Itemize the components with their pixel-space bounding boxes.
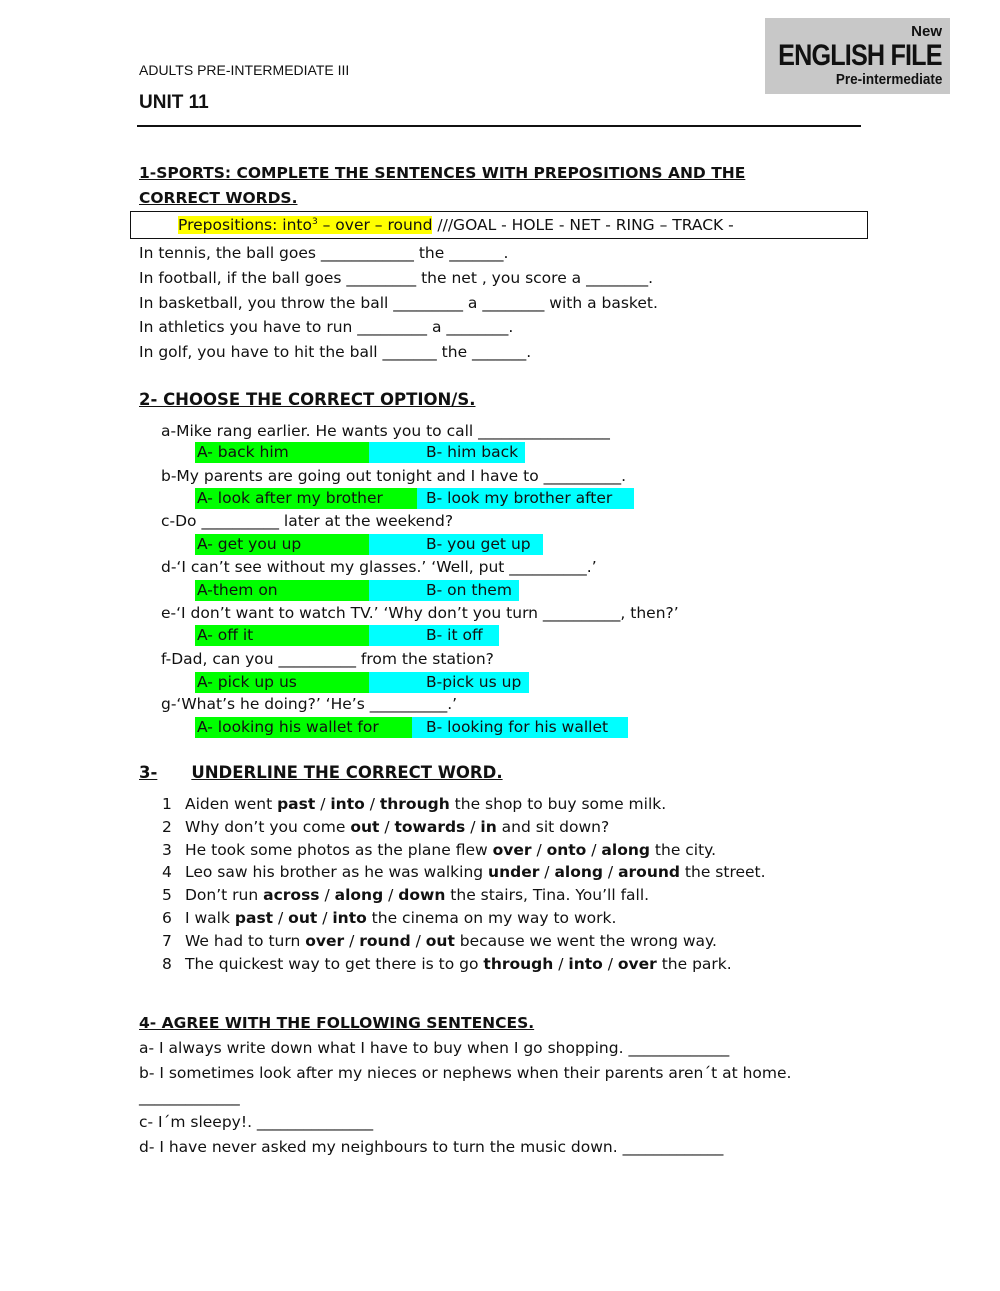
option-word[interactable]: along <box>601 841 650 859</box>
logo-line-new: New <box>911 23 942 40</box>
option-word[interactable]: along <box>334 886 384 904</box>
option-word[interactable]: into <box>330 795 365 813</box>
option-word[interactable]: out <box>425 932 455 950</box>
prepositions-box-text <box>178 216 734 234</box>
s3-item-1: Aiden went past / into / through the shop to buy some milk. <box>185 795 667 813</box>
option-word[interactable]: over <box>305 932 345 950</box>
s1-sentence-5: In golf, you have to hit the ball _______ the _______. <box>139 343 532 361</box>
s2-d-option-b: B- on them <box>369 580 519 601</box>
s2-question-a: a-Mike rang earlier. He wants you to call _________________ <box>161 422 610 440</box>
option-word[interactable]: round <box>359 932 411 950</box>
s4-line-d: d- I have never asked my neighbours to turn the music down. _____________ <box>139 1138 724 1156</box>
option-word[interactable]: out <box>350 818 380 836</box>
s1-sentence-4: In athletics you have to run _________ a ________. <box>139 318 514 336</box>
option-word[interactable]: over <box>492 841 532 859</box>
option-word[interactable]: into <box>332 909 367 927</box>
s2-question-g: g-‘What’s he doing?’ ‘He’s __________.’ <box>161 695 458 713</box>
s3-item-2: Why don’t you come out / towards / in and sit down? <box>185 818 610 836</box>
s4-line-b-answer: _____________ <box>139 1088 240 1106</box>
section4-title: 4- AGREE WITH THE FOLLOWING SENTENCES. <box>139 1014 535 1032</box>
s2-b-option-b: B- look my brother after <box>417 488 634 509</box>
s2-g-option-b: B- looking for his wallet <box>412 717 628 738</box>
s2-d-option-a: A-them on <box>195 580 369 601</box>
s2-e-option-b: B- it off <box>369 625 499 646</box>
s1-sentence-1: In tennis, the ball goes ____________ the _______. <box>139 244 509 262</box>
s2-f-option-a: A- pick up us <box>195 672 369 693</box>
option-word[interactable]: into <box>568 955 603 973</box>
word-list: ///GOAL - HOLE - NET - RING – TRACK - <box>432 216 734 234</box>
s2-question-b: b-My parents are going out tonight and I have to __________. <box>161 467 627 485</box>
s3-item-3: He took some photos as the plane flew over / onto / along the city. <box>185 841 717 859</box>
s3-item-number: 3 <box>162 841 172 859</box>
logo-line-english-file: ENGLISH FILE <box>778 39 942 72</box>
option-word[interactable]: past <box>277 795 316 813</box>
s3-item-number: 8 <box>162 955 172 973</box>
option-word[interactable]: past <box>234 909 274 927</box>
option-word[interactable]: out <box>288 909 318 927</box>
s3-item-5: Don’t run across / along / down the stairs, Tina. You’ll fall. <box>185 886 650 904</box>
s3-item-6: I walk past / out / into the cinema on my way to work. <box>185 909 617 927</box>
s2-a-option-b: B- him back <box>369 442 525 463</box>
s2-question-f: f-Dad, can you __________ from the station? <box>161 650 494 668</box>
option-word[interactable]: onto <box>546 841 587 859</box>
option-word[interactable]: along <box>554 863 603 881</box>
header-rule <box>137 125 861 127</box>
option-word[interactable]: in <box>480 818 497 836</box>
s3-item-number: 4 <box>162 863 172 881</box>
s3-item-4: Leo saw his brother as he was walking under / along / around the street. <box>185 863 766 881</box>
option-word[interactable]: across <box>263 886 320 904</box>
unit-title: UNIT 11 <box>139 92 209 113</box>
s4-line-c: c- I´m sleepy!. _______________ <box>139 1113 374 1131</box>
s2-f-option-b: B-pick us up <box>369 672 529 693</box>
prepositions-box <box>130 211 868 239</box>
s4-line-b: b- I sometimes look after my nieces or nephews when their parents aren´t at home. <box>139 1064 792 1082</box>
section3-title: 3- UNDERLINE THE CORRECT WORD. <box>139 763 503 782</box>
s3-item-number: 1 <box>162 795 172 813</box>
s2-e-option-a: A- off it <box>195 625 369 646</box>
english-file-logo <box>765 18 950 94</box>
s2-c-option-b: B- you get up <box>369 534 543 555</box>
s3-item-number: 7 <box>162 932 172 950</box>
s3-item-8: The quickest way to get there is to go through / into / over the park. <box>185 955 732 973</box>
option-word[interactable]: over <box>617 955 657 973</box>
section1-title: 1-SPORTS: COMPLETE THE SENTENCES WITH PREPOSITIONS AND THE <box>139 164 746 182</box>
s3-item-number: 6 <box>162 909 172 927</box>
s1-sentence-2: In football, if the ball goes _________ the net , you score a ________. <box>139 269 654 287</box>
logo-line-level: Pre-intermediate <box>835 71 942 88</box>
s2-question-e: e-‘I don’t want to watch TV.’ ‘Why don’t you turn __________, then?’ <box>161 604 679 622</box>
option-word[interactable]: around <box>618 863 680 881</box>
course-title: ADULTS PRE-INTERMEDIATE III <box>139 62 350 78</box>
s3-item-7: We had to turn over / round / out because we went the wrong way. <box>185 932 717 950</box>
s2-c-option-a: A- get you up <box>195 534 369 555</box>
option-word[interactable]: under <box>488 863 540 881</box>
s2-question-c: c-Do __________ later at the weekend? <box>161 512 454 530</box>
option-word[interactable]: towards <box>394 818 466 836</box>
s1-sentence-3: In basketball, you throw the ball _________ a ________ with a basket. <box>139 294 658 312</box>
s3-item-number: 2 <box>162 818 172 836</box>
s2-question-d: d-‘I can’t see without my glasses.’ ‘Well, put __________.’ <box>161 558 597 576</box>
s3-item-number: 5 <box>162 886 172 904</box>
s2-g-option-a: A- looking his wallet for <box>195 717 412 738</box>
s4-line-a: a- I always write down what I have to buy when I go shopping. _____________ <box>139 1039 730 1057</box>
option-word[interactable]: down <box>398 886 446 904</box>
s2-a-option-a: A- back him <box>195 442 369 463</box>
s2-b-option-a: A- look after my brother <box>195 488 417 509</box>
section1-title-cont: CORRECT WORDS. <box>139 189 298 207</box>
option-word[interactable]: through <box>483 955 554 973</box>
prepositions-highlight: Prepositions: into$^3$ – over – round <box>178 216 433 234</box>
section2-title: 2- CHOOSE THE CORRECT OPTION/S. <box>139 390 476 409</box>
option-word[interactable]: through <box>379 795 450 813</box>
